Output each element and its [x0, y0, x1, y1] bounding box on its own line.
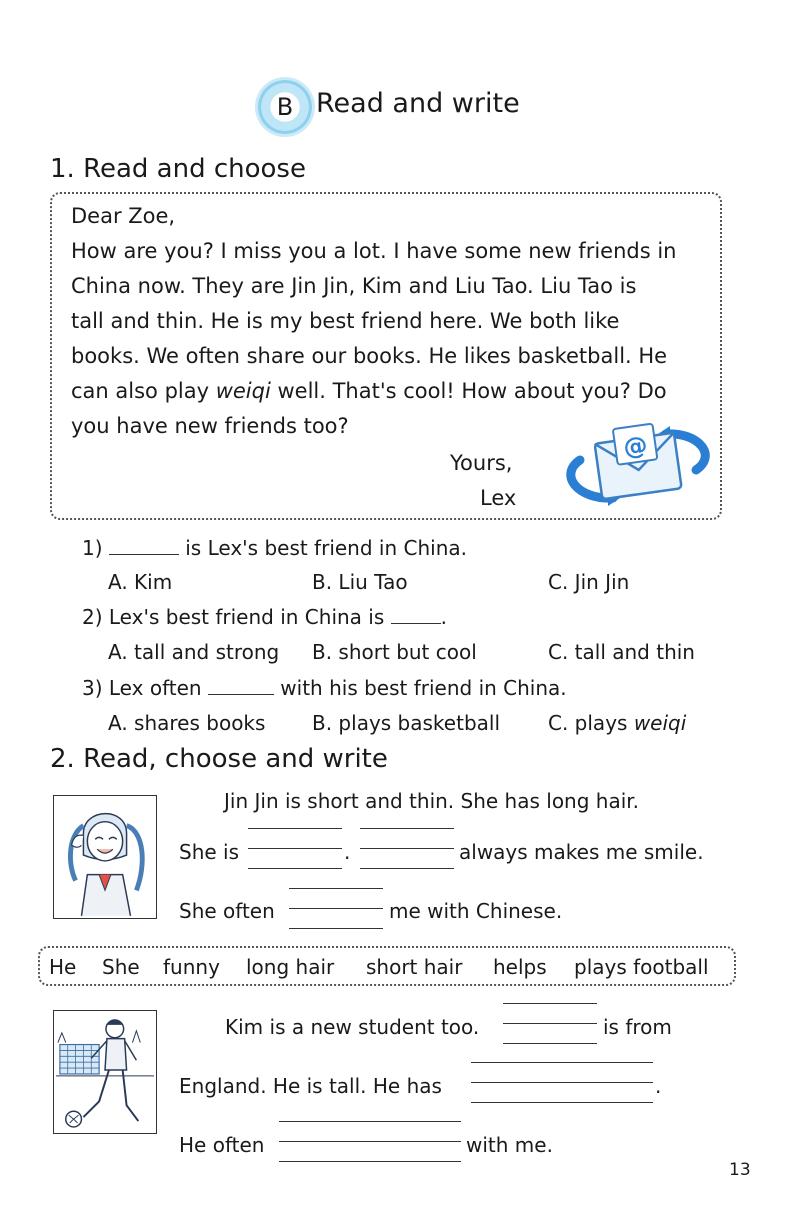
word-bank-funny[interactable]: funny [163, 955, 220, 979]
section-title: Read and write [316, 88, 520, 119]
letter-line-7: you have new friends too? [71, 414, 349, 438]
kim-line-1-start: Kim is a new student too. [225, 1015, 480, 1039]
answer-blank-1[interactable] [109, 536, 179, 555]
question-2-number: 2) [82, 605, 103, 629]
question-2-end: . [440, 605, 447, 629]
email-icon [558, 420, 718, 510]
question-3-text: Lex often [108, 676, 208, 700]
letter-signature: Lex [480, 486, 517, 510]
question-3-number: 3) [82, 676, 103, 700]
blank-kim-1[interactable] [503, 1023, 597, 1024]
kim-line-3-end: with me. [466, 1133, 553, 1157]
blank-kim-2[interactable] [471, 1082, 653, 1083]
letter-line-6-end: well. That's cool! How about you? Do [270, 379, 667, 403]
q2-option-b[interactable]: B. short but cool [312, 640, 477, 664]
letter-closing: Yours, [450, 451, 513, 475]
question-2-text: Lex's best friend in China is [108, 605, 391, 629]
q1-option-c[interactable]: C. Jin Jin [548, 570, 630, 594]
blank-kim-3[interactable] [279, 1141, 461, 1142]
answer-blank-3[interactable] [208, 676, 274, 695]
q3-option-a[interactable]: A. shares books [108, 711, 266, 735]
blank-jinjin-3[interactable] [289, 908, 383, 909]
exercise-1-title: 1. Read and choose [50, 154, 306, 184]
q3-option-c[interactable] [548, 711, 686, 735]
word-bank-long-hair[interactable]: long hair [246, 955, 335, 979]
blank-jinjin-1[interactable] [248, 848, 342, 849]
word-bank-plays-football[interactable]: plays football [574, 955, 709, 979]
q3-option-c-text: C. plays [548, 711, 634, 735]
letter-line-6-start: can also play [71, 379, 216, 403]
question-1 [82, 536, 467, 560]
boy-football-picture [53, 1010, 157, 1134]
kim-line-1-end: is from [603, 1015, 672, 1039]
question-1-number: 1) [82, 536, 103, 560]
exercise-2-title: 2. Read, choose and write [50, 744, 388, 774]
jinjin-line-2-period: . [344, 840, 351, 864]
letter-line-6-italic: weiqi [215, 379, 271, 403]
kim-line-2-start: England. He is tall. He has [179, 1074, 442, 1098]
word-bank-short-hair[interactable]: short hair [366, 955, 463, 979]
jinjin-line-3-end: me with Chinese. [389, 899, 563, 923]
letter-line-3: China now. They are Jin Jin, Kim and Liu Tao. Liu Tao is [71, 274, 637, 298]
svg-text:@: @ [621, 430, 650, 462]
letter-line-6 [71, 374, 667, 409]
blank-jinjin-2[interactable] [360, 848, 454, 849]
section-badge [258, 80, 312, 134]
question-3 [82, 676, 567, 700]
jinjin-line-2-end: always makes me smile. [459, 840, 704, 864]
question-3-end: with his best friend in China. [273, 676, 567, 700]
q1-option-b[interactable]: B. Liu Tao [312, 570, 408, 594]
girl-picture [53, 795, 157, 919]
word-bank-helps[interactable]: helps [493, 955, 547, 979]
answer-blank-2[interactable] [391, 605, 441, 624]
letter-line-5: books. We often share our books. He likes basketball. He [71, 344, 668, 368]
jinjin-line-2-start: She is [179, 840, 240, 864]
jinjin-line-1: Jin Jin is short and thin. She has long hair. [224, 789, 640, 813]
q3-option-b[interactable]: B. plays basketball [312, 711, 501, 735]
page-number: 13 [729, 1160, 751, 1180]
letter-line-1: Dear Zoe, [71, 204, 176, 228]
letter-line-2: How are you? I miss you a lot. I have some new friends in [71, 239, 677, 263]
q3-option-c-italic: weiqi [633, 711, 687, 735]
letter-line-4: tall and thin. He is my best friend here. We both like [71, 309, 620, 333]
q1-option-a[interactable]: A. Kim [108, 570, 173, 594]
word-bank-she[interactable]: She [102, 955, 140, 979]
kim-line-3-start: He often [179, 1133, 265, 1157]
question-2 [82, 605, 447, 629]
kim-line-2-end: . [655, 1074, 662, 1098]
q2-option-a[interactable]: A. tall and strong [108, 640, 280, 664]
q2-option-c[interactable]: C. tall and thin [548, 640, 695, 664]
question-1-text: is Lex's best friend in China. [178, 536, 467, 560]
word-bank-he[interactable]: He [49, 955, 77, 979]
section-badge-letter: B [276, 93, 294, 121]
jinjin-line-3-start: She often [179, 899, 275, 923]
